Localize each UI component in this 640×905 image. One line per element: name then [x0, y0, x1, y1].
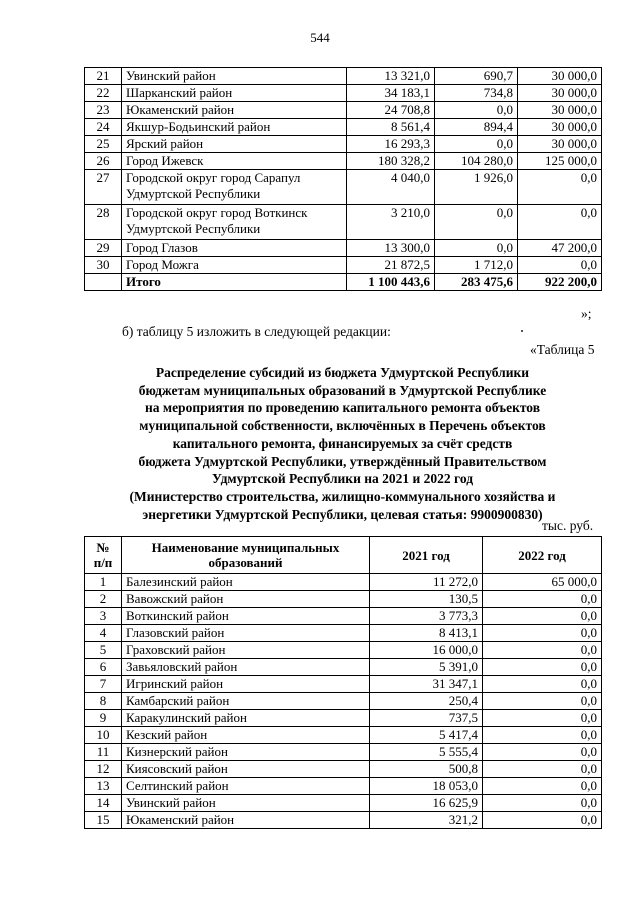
value-2022: 0,0 [483, 761, 602, 778]
table-row [85, 170, 602, 205]
heading-line: на мероприятия по проведению капитального ремонта объектов [144, 400, 541, 416]
table-row [85, 761, 602, 778]
value-col-2: 1 926,0 [435, 170, 518, 205]
municipality-name: Игринский район [122, 676, 370, 693]
municipality-name: Увинский район [122, 795, 370, 812]
value-col-3: 30 000,0 [518, 85, 602, 102]
scan-speck [521, 330, 523, 332]
value-col-1: 180 328,2 [347, 153, 435, 170]
header-num [85, 537, 122, 574]
row-number: 28 [85, 205, 122, 240]
heading-line: (Министерство строительства, жилищно-коммунального хозяйства и [129, 488, 556, 504]
municipality-name: Увинский район [122, 68, 347, 85]
header-num-line2: п/п [93, 555, 113, 570]
row-number: 2 [85, 591, 122, 608]
table-row [85, 257, 602, 274]
value-2021: 5 391,0 [370, 659, 483, 676]
table-label: «Таблица 5 [530, 342, 595, 357]
value-2021: 321,2 [370, 812, 483, 829]
municipality-name: Каракулинский район [122, 710, 370, 727]
total-value-2: 283 475,6 [435, 274, 518, 291]
row-number: 22 [85, 85, 122, 102]
table-row [85, 591, 602, 608]
value-col-1: 13 300,0 [347, 240, 435, 257]
row-number: 23 [85, 102, 122, 119]
table-row [85, 744, 602, 761]
table-row [85, 693, 602, 710]
row-number: 30 [85, 257, 122, 274]
value-col-2: 894,4 [435, 119, 518, 136]
value-col-2: 0,0 [435, 205, 518, 240]
row-number: 29 [85, 240, 122, 257]
value-2021: 737,5 [370, 710, 483, 727]
row-number: 13 [85, 778, 122, 795]
row-number: 27 [85, 170, 122, 205]
value-2021: 8 413,1 [370, 625, 483, 642]
municipality-name: Воткинский район [122, 608, 370, 625]
header-num-line1: № [96, 540, 110, 555]
municipality-name: Глазовский район [122, 625, 370, 642]
value-2022: 0,0 [483, 778, 602, 795]
value-2022: 0,0 [483, 812, 602, 829]
municipality-name: Юкаменский район [122, 812, 370, 829]
municipality-name: Завьяловский район [122, 659, 370, 676]
table-row [85, 625, 602, 642]
heading-line: Распределение субсидий из бюджета Удмуртской Республики [155, 365, 530, 380]
table-5-header-row [85, 537, 602, 574]
heading-line: капитального ремонта, финансируемых за счёт средств [172, 435, 513, 451]
heading-line: энергетики Удмуртской Республики, целевая статья: 9900900830) [142, 506, 543, 522]
value-2022: 0,0 [483, 693, 602, 710]
municipality-name: Ярский район [122, 136, 347, 153]
row-number: 11 [85, 744, 122, 761]
value-2022: 0,0 [483, 625, 602, 642]
municipality-name: Кизнерский район [122, 744, 370, 761]
value-col-3: 0,0 [518, 170, 602, 205]
value-col-1: 21 872,5 [347, 257, 435, 274]
row-number: 1 [85, 574, 122, 591]
value-2022: 0,0 [483, 795, 602, 812]
table-row [85, 642, 602, 659]
header-name-line1: Наименование муниципальных [151, 540, 340, 555]
row-number: 14 [85, 795, 122, 812]
row-number: 9 [85, 710, 122, 727]
row-number: 4 [85, 625, 122, 642]
value-2022: 0,0 [483, 727, 602, 744]
municipality-name: Селтинский район [122, 778, 370, 795]
table-row [85, 676, 602, 693]
total-row [85, 274, 602, 291]
header-2021: 2021 год [370, 537, 483, 574]
value-col-2: 734,8 [435, 85, 518, 102]
value-col-3: 30 000,0 [518, 102, 602, 119]
value-col-1: 3 210,0 [347, 205, 435, 240]
table-row [85, 119, 602, 136]
heading-line: бюджета Удмуртской Республики, утверждённый Правительством [138, 453, 547, 469]
value-col-1: 24 708,8 [347, 102, 435, 119]
value-2021: 250,4 [370, 693, 483, 710]
previous-table-continuation [84, 67, 602, 291]
value-2022: 0,0 [483, 710, 602, 727]
row-number: 10 [85, 727, 122, 744]
row-number: 7 [85, 676, 122, 693]
table-row [85, 778, 602, 795]
municipality-name: Шарканский район [122, 85, 347, 102]
table-row [85, 136, 602, 153]
municipality-name: Якшур-Бодьинский район [122, 119, 347, 136]
instruction-text: б) таблицу 5 изложить в следующей редакции: [122, 324, 391, 339]
value-col-2: 1 712,0 [435, 257, 518, 274]
value-2022: 0,0 [483, 659, 602, 676]
municipality-name: Балезинский район [122, 574, 370, 591]
value-2022: 0,0 [483, 676, 602, 693]
value-col-1: 4 040,0 [347, 170, 435, 205]
value-col-2: 690,7 [435, 68, 518, 85]
value-2021: 11 272,0 [370, 574, 483, 591]
value-col-2: 0,0 [435, 240, 518, 257]
municipality-name: Городской округ город Сарапул Удмуртской Республики [122, 170, 347, 205]
value-col-2: 104 280,0 [435, 153, 518, 170]
table-row [85, 240, 602, 257]
value-2022: 0,0 [483, 744, 602, 761]
municipality-name: Городской округ город Воткинск Удмуртской Республики [122, 205, 347, 240]
row-number: 24 [85, 119, 122, 136]
header-name-line2: образований [208, 555, 283, 570]
value-2021: 18 053,0 [370, 778, 483, 795]
value-2021: 500,8 [370, 761, 483, 778]
units-label: тыс. руб. [542, 518, 594, 533]
value-2021: 3 773,3 [370, 608, 483, 625]
value-2022: 0,0 [483, 591, 602, 608]
value-2021: 130,5 [370, 591, 483, 608]
value-col-2: 0,0 [435, 102, 518, 119]
value-2021: 31 347,1 [370, 676, 483, 693]
header-name [122, 537, 370, 574]
row-number: 12 [85, 761, 122, 778]
value-col-1: 16 293,3 [347, 136, 435, 153]
heading-line: Удмуртской Республики на 2021 и 2022 год [211, 471, 474, 487]
closing-quote: »; [581, 306, 592, 321]
table-row [85, 153, 602, 170]
municipality-name: Граховский район [122, 642, 370, 659]
value-col-3: 30 000,0 [518, 68, 602, 85]
value-col-1: 8 561,4 [347, 119, 435, 136]
row-number: 15 [85, 812, 122, 829]
value-col-3: 125 000,0 [518, 153, 602, 170]
value-col-1: 34 183,1 [347, 85, 435, 102]
row-number: 25 [85, 136, 122, 153]
value-2022: 65 000,0 [483, 574, 602, 591]
table-heading [84, 364, 601, 523]
table-row [85, 68, 602, 85]
table-row [85, 85, 602, 102]
municipality-name: Город Можга [122, 257, 347, 274]
row-number: 26 [85, 153, 122, 170]
value-2021: 16 000,0 [370, 642, 483, 659]
table-row [85, 205, 602, 240]
total-blank-cell [85, 274, 122, 291]
total-label: Итого [122, 274, 347, 291]
row-number: 5 [85, 642, 122, 659]
value-2021: 5 417,4 [370, 727, 483, 744]
table-row [85, 710, 602, 727]
municipality-name: Город Глазов [122, 240, 347, 257]
table-row [85, 812, 602, 829]
table-row [85, 102, 602, 119]
value-col-1: 13 321,0 [347, 68, 435, 85]
header-2022: 2022 год [483, 537, 602, 574]
municipality-name: Город Ижевск [122, 153, 347, 170]
table-row [85, 795, 602, 812]
table-row [85, 608, 602, 625]
value-col-3: 0,0 [518, 205, 602, 240]
municipality-name: Киясовский район [122, 761, 370, 778]
municipality-name: Вавожский район [122, 591, 370, 608]
table-row [85, 574, 602, 591]
total-value-1: 1 100 443,6 [347, 274, 435, 291]
row-number: 21 [85, 68, 122, 85]
page-number: 544 [310, 30, 330, 45]
table-row [85, 727, 602, 744]
municipality-name: Кезский район [122, 727, 370, 744]
value-col-3: 47 200,0 [518, 240, 602, 257]
value-2021: 16 625,9 [370, 795, 483, 812]
heading-line: бюджетам муниципальных образований в Удмуртской Республике [138, 382, 547, 398]
value-col-3: 30 000,0 [518, 119, 602, 136]
municipality-name: Юкаменский район [122, 102, 347, 119]
value-2021: 5 555,4 [370, 744, 483, 761]
value-col-2: 0,0 [435, 136, 518, 153]
value-2022: 0,0 [483, 608, 602, 625]
row-number: 3 [85, 608, 122, 625]
heading-line: муниципальной собственности, включённых в Перечень объектов [139, 418, 546, 434]
table-5 [84, 536, 602, 829]
value-col-3: 0,0 [518, 257, 602, 274]
row-number: 6 [85, 659, 122, 676]
value-col-3: 30 000,0 [518, 136, 602, 153]
row-number: 8 [85, 693, 122, 710]
total-value-3: 922 200,0 [518, 274, 602, 291]
municipality-name: Камбарский район [122, 693, 370, 710]
value-2022: 0,0 [483, 642, 602, 659]
table-row [85, 659, 602, 676]
